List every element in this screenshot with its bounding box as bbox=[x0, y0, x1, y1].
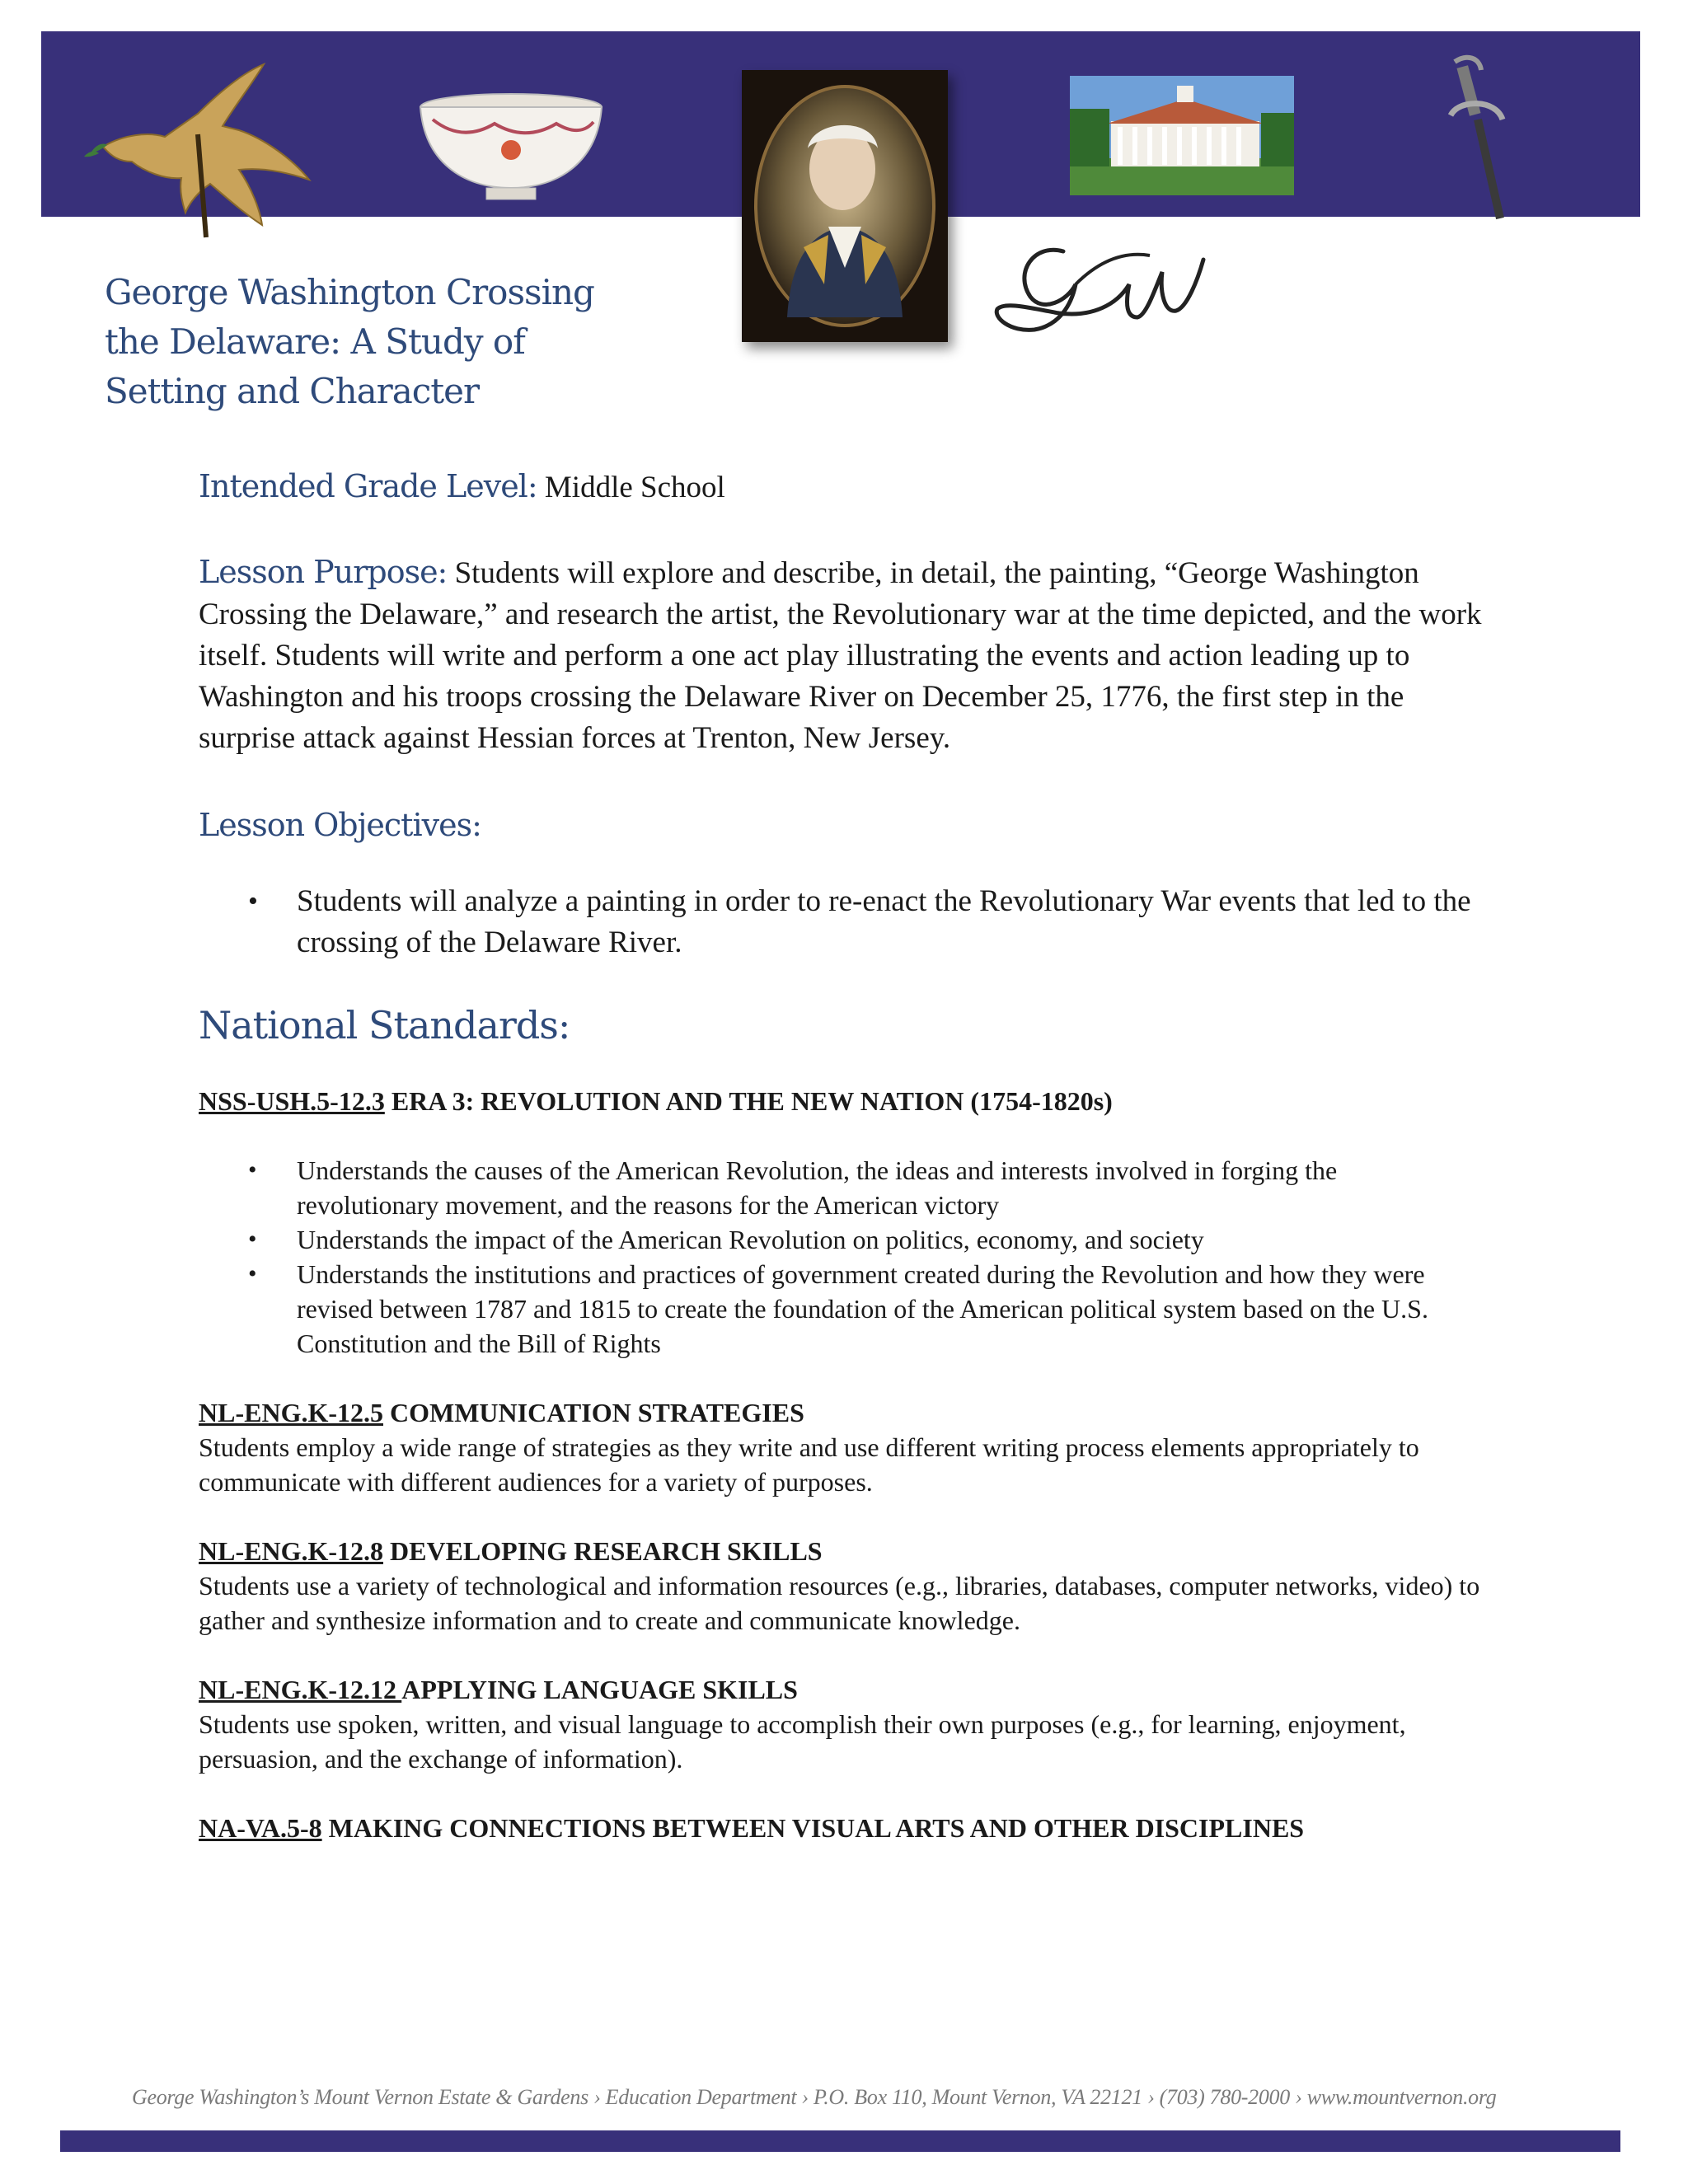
grade-level-value: Middle School bbox=[544, 471, 725, 504]
national-standards-heading: National Standards: bbox=[199, 1003, 570, 1047]
standard-code: NSS-USH.5-12.3 bbox=[199, 1086, 385, 1116]
standard-code: NA-VA.5-8 bbox=[199, 1813, 322, 1843]
gw-signature-image bbox=[985, 235, 1207, 342]
list-item: • Understands the institutions and practices of government created during the Revolution and how they were revised between 1787 and 1815 to create the foundation of the American political system based on the U.S. Constitution and the Bill of Rights bbox=[199, 1257, 1484, 1361]
punch-bowl-image bbox=[416, 91, 606, 202]
standard-title: COMMUNICATION STRATEGIES bbox=[383, 1398, 804, 1427]
lesson-purpose-text: Students will explore and describe, in detail, the painting, “George Washington Crossing the Delaware,” and research the artist, the Revolutionary war at the time depicted, and the work itself. Students will write and perform a one act play illustrating the events and action leading up to Washington and his troops crossing the Delaware River on December 25, 1776, the first step in the surprise attack against Hessian forces at Trenton, New Jersey. bbox=[199, 556, 1482, 755]
washington-portrait-image bbox=[742, 70, 948, 342]
list-item: • Students will analyze a painting in order to re-enact the Revolutionary War events that led to the crossing of the Delaware River. bbox=[199, 881, 1484, 963]
standard-code: NL-ENG.K-12.5 bbox=[199, 1398, 383, 1427]
list-item: • Understands the causes of the American Revolution, the ideas and interests involved in forging the revolutionary movement, and the reasons for the American victory bbox=[199, 1153, 1484, 1222]
standard-code: NL-ENG.K-12.8 bbox=[199, 1536, 383, 1566]
standard-code: NL-ENG.K-12.12 bbox=[199, 1675, 402, 1704]
grade-level-label: Intended Grade Level: bbox=[199, 468, 537, 504]
lesson-purpose-label: Lesson Purpose: bbox=[199, 554, 448, 590]
page-title bbox=[105, 268, 682, 416]
standard-title: DEVELOPING RESEARCH SKILLS bbox=[383, 1536, 823, 1566]
lesson-content bbox=[199, 466, 1484, 1845]
standard-description: Students use spoken, written, and visual language to accomplish their own purposes (e.g., for learning, enjoyment, persuasion, and the exchange of information). bbox=[199, 1709, 1406, 1774]
standard-title: MAKING CONNECTIONS BETWEEN VISUAL ARTS AND OTHER DISCIPLINES bbox=[321, 1813, 1305, 1843]
title-line: Setting and Character bbox=[105, 371, 480, 411]
standard-title: ERA 3: REVOLUTION AND THE NEW NATION (1754-1820s) bbox=[384, 1086, 1113, 1116]
title-line: the Delaware: A Study of bbox=[105, 321, 525, 362]
lesson-objectives-heading: Lesson Objectives: bbox=[199, 807, 481, 843]
standard-heading bbox=[199, 1811, 1484, 1845]
list-item: • Understands the impact of the American Revolution on politics, economy, and society bbox=[199, 1222, 1484, 1257]
grade-level-row bbox=[199, 466, 1484, 509]
standard-heading bbox=[199, 1534, 1484, 1568]
standard-description: Students use a variety of technological and information resources (e.g., libraries, databases, computer networks, video) to gather and synthesize information and to create and communicate knowledge. bbox=[199, 1571, 1480, 1635]
standard-title: APPLYING LANGUAGE SKILLS bbox=[401, 1675, 798, 1704]
title-line: George Washington Crossing bbox=[105, 272, 594, 312]
standard-heading bbox=[199, 1672, 1484, 1707]
footer-address: George Washington’s Mount Vernon Estate & Gardens › Education Department › P.O. Box 110, Mount Vernon, VA 22121 › (703) 780-2000 › www.mountvernon.org bbox=[132, 2085, 1497, 2109]
standard-heading bbox=[199, 1084, 1484, 1118]
weathervane-dove-image bbox=[74, 56, 321, 254]
lesson-purpose-row bbox=[199, 551, 1484, 759]
objectives-list bbox=[199, 881, 1484, 963]
mount-vernon-mansion-image bbox=[1070, 76, 1294, 195]
standard-bullets bbox=[199, 1153, 1484, 1361]
standard-heading bbox=[199, 1395, 1484, 1430]
standard-description: Students employ a wide range of strategies as they write and use different writing process elements appropriately to communicate with different audiences for a variety of purposes. bbox=[199, 1432, 1419, 1497]
footer-bar bbox=[60, 2130, 1620, 2152]
sword-image bbox=[1438, 49, 1512, 223]
